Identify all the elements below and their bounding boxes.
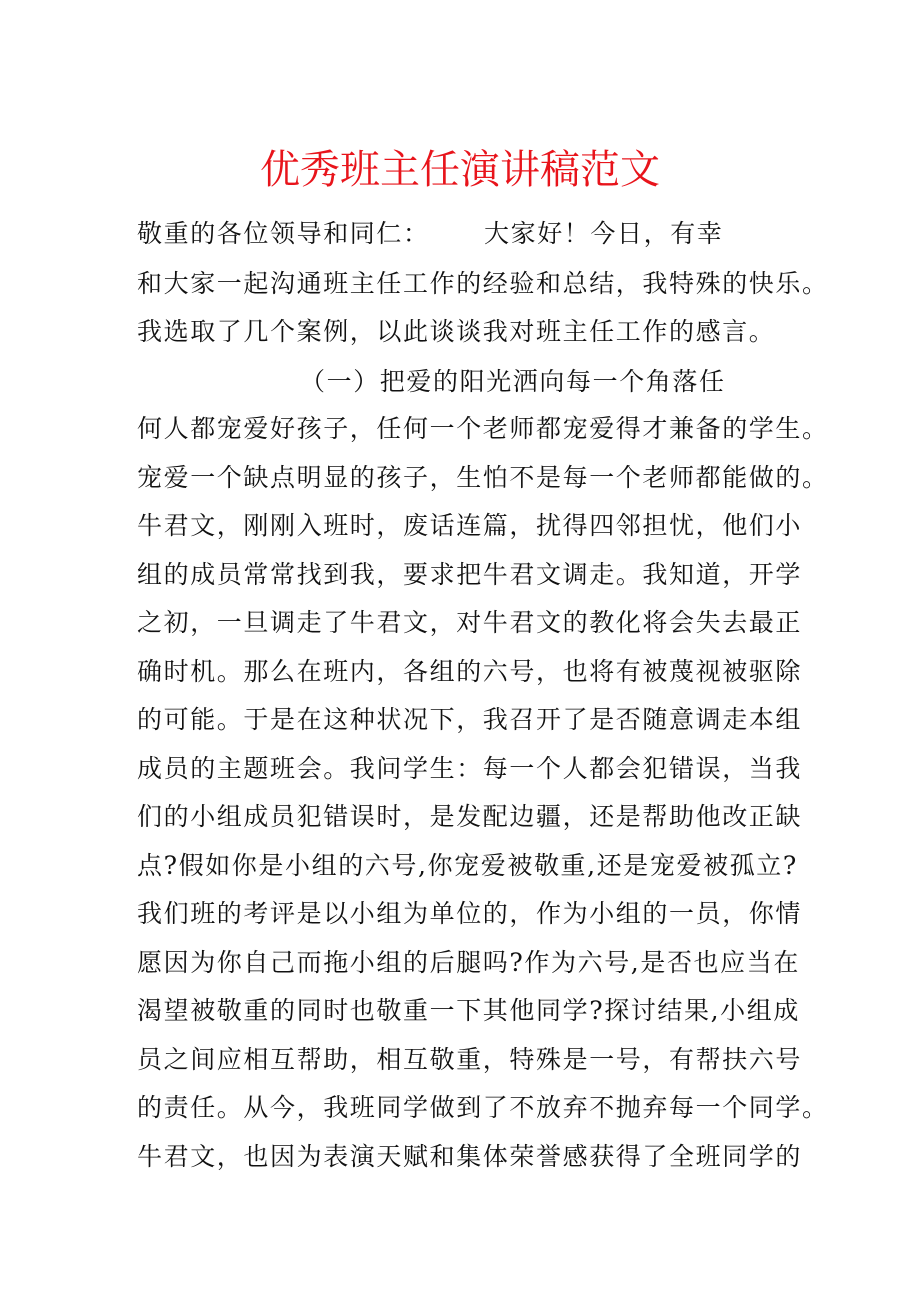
body-line: 确时机。那么在班内，各组的六号，也将有被蔑视被驱除: [137, 657, 803, 686]
body-line: 成员的主题班会。我问学生：每一个人都会犯错误，当我: [137, 754, 803, 783]
body-line: 的可能。于是在这种状况下，我召开了是否随意调走本组: [137, 705, 803, 734]
intro-line-2: 我选取了几个案例，以此谈谈我对班主任工作的感言。: [137, 317, 776, 346]
greeting-text: 大家好！今日，有幸: [484, 219, 724, 248]
section-heading: （一）把爱的阳光洒向每一个角落任: [300, 367, 726, 396]
body-line: 牛君文，也因为表演天赋和集体荣誉感获得了全班同学的: [137, 1142, 803, 1171]
body-line: 的责任。从今，我班同学做到了不放弃不抛弃每一个同学。: [137, 1093, 829, 1122]
body-line: 何人都宠爱好孩子，任何一个老师都宠爱得才兼备的学生。: [137, 414, 829, 443]
body-line: 渴望被敬重的同时也敬重一下其他同学?探讨结果,小组成: [137, 996, 800, 1025]
salutation-text: 敬重的各位领导和同仁：: [137, 219, 430, 248]
body-line: 牛君文，刚刚入班时，废话连篇，扰得四邻担忧，他们小: [137, 511, 803, 540]
intro-line-1: 和大家一起沟通班主任工作的经验和总结，我特殊的快乐。: [137, 269, 829, 298]
body-line: 我们班的考评是以小组为单位的，作为小组的一员，你情: [137, 899, 803, 928]
body-line: 员之间应相互帮助，相互敬重，特殊是一号，有帮扶六号: [137, 1045, 803, 1074]
body-line: 愿因为你自己而拖小组的后腿吗?作为六号,是否也应当在: [137, 948, 800, 977]
body-line: 点?假如你是小组的六号,你宠爱被敬重,还是宠爱被孤立?: [137, 851, 798, 880]
document-title: 优秀班主任演讲稿范文: [260, 147, 660, 193]
body-line: 组的成员常常找到我，要求把牛君文调走。我知道，开学: [137, 560, 803, 589]
body-line: 之初，一旦调走了牛君文，对牛君文的教化将会失去最正: [137, 608, 803, 637]
body-line: 们的小组成员犯错误时，是发配边疆，还是帮助他改正缺: [137, 802, 803, 831]
body-line: 宠爱一个缺点明显的孩子，生怕不是每一个老师都能做的。: [137, 463, 829, 492]
